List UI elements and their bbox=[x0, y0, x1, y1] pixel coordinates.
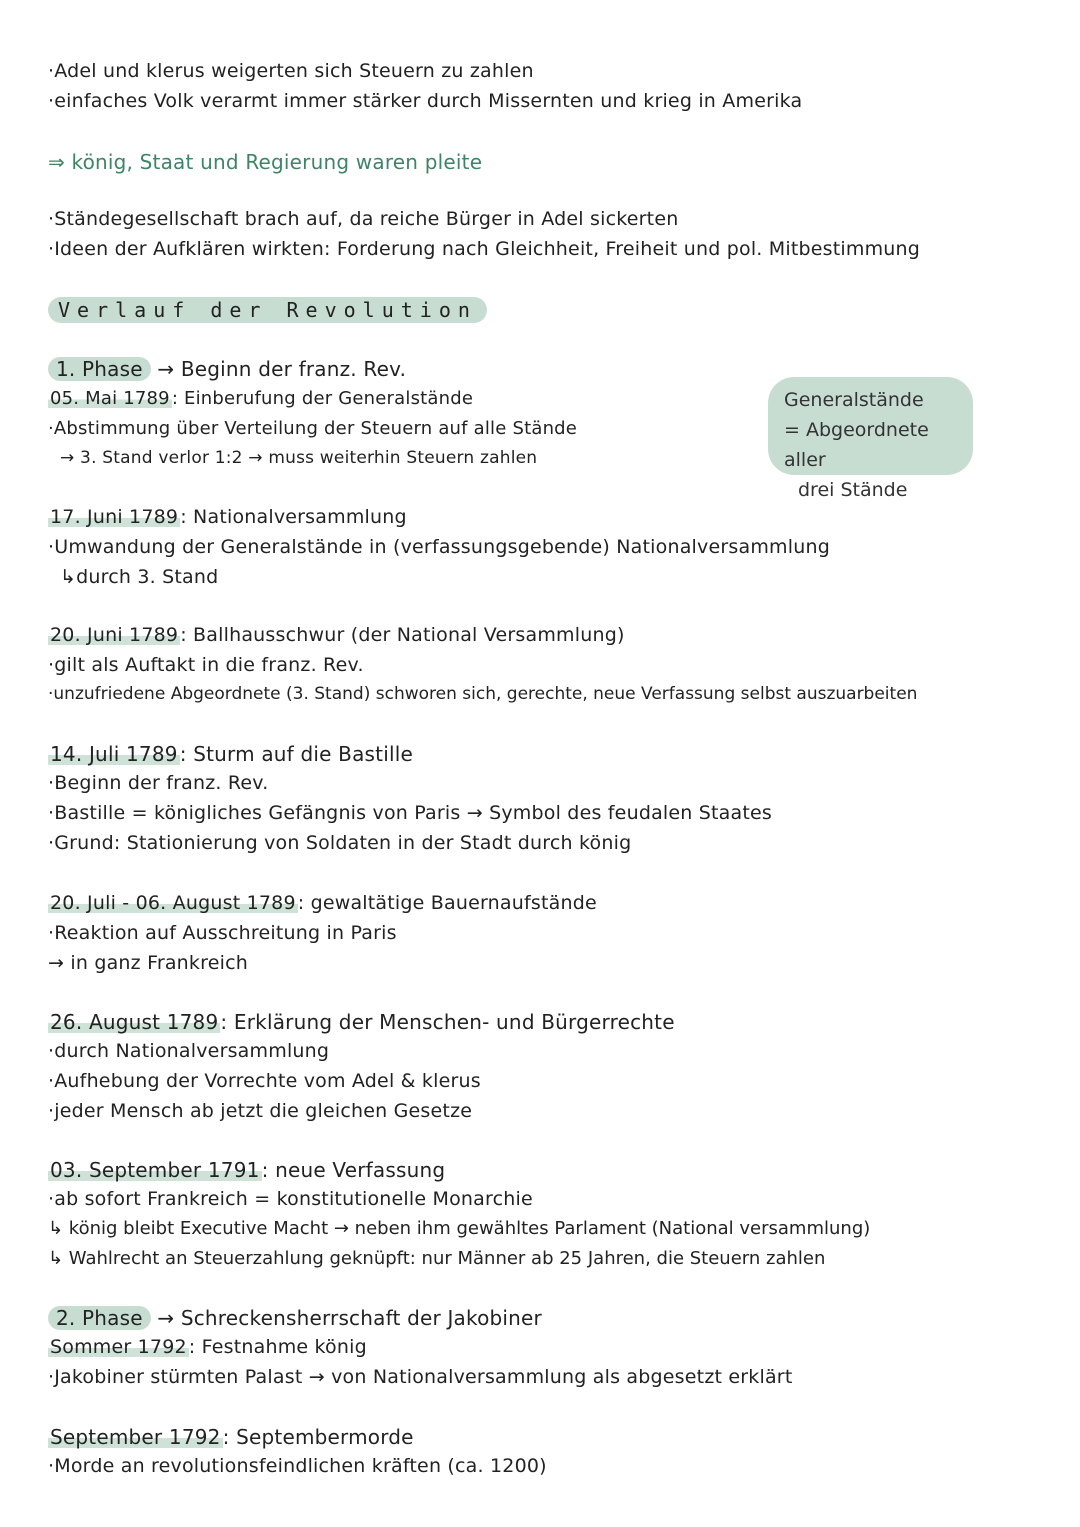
event-line: ·Abstimmung über Verteilung der Steuern auf alle Stände bbox=[48, 418, 578, 439]
intro-line: ·Ideen der Aufklären wirkten: Forderung nach Gleichheit, Freiheit und pol. Mitbestimmung bbox=[48, 238, 921, 260]
event-date: 14. Juli 1789 bbox=[50, 742, 178, 766]
event-title: : Sturm auf die Bastille bbox=[179, 742, 413, 766]
event-heading bbox=[48, 892, 597, 914]
phase-title: → Beginn der franz. Rev. bbox=[157, 357, 407, 381]
event-line: ·Bastille = königliches Gefängnis von Paris → Symbol des feudalen Staates bbox=[48, 802, 773, 824]
event-heading bbox=[48, 1158, 445, 1182]
intro-line: ·einfaches Volk verarmt immer stärker durch Missernten und krieg in Amerika bbox=[48, 90, 803, 112]
event-line: ·jeder Mensch ab jetzt die gleichen Gesetze bbox=[48, 1100, 473, 1122]
event-heading bbox=[48, 1425, 414, 1449]
event-heading bbox=[48, 1010, 675, 1034]
phase-label: 2. Phase bbox=[48, 1306, 151, 1330]
event-line: ·ab sofort Frankreich = konstitutionelle Monarchie bbox=[48, 1188, 533, 1210]
event-title: : Ballhausschwur (der National Versammlung) bbox=[180, 624, 625, 646]
conclusion: ⇒ könig, Staat und Regierung waren pleite bbox=[48, 150, 483, 174]
event-date: 05. Mai 1789 bbox=[50, 388, 170, 409]
info-box-line: = Abgeordnete aller bbox=[784, 419, 929, 471]
event-line: ·Reaktion auf Ausschreitung in Paris bbox=[48, 922, 397, 944]
event-line: ·unzufriedene Abgeordnete (3. Stand) schworen sich, gerechte, neue Verfassung selbst auszuarbeiten bbox=[48, 684, 918, 704]
phase-title: → Schreckensherrschaft der Jakobiner bbox=[157, 1306, 542, 1330]
event-date: 26. August 1789 bbox=[50, 1010, 219, 1034]
event-heading bbox=[48, 624, 625, 646]
event-line: ·Beginn der franz. Rev. bbox=[48, 772, 269, 794]
event-heading bbox=[48, 742, 413, 766]
event-title: : Erklärung der Menschen- und Bürgerrechte bbox=[220, 1010, 675, 1034]
event-line: ·gilt als Auftakt in die franz. Rev. bbox=[48, 654, 364, 676]
event-line: → in ganz Frankreich bbox=[48, 952, 248, 974]
event-line: ·Morde an revolutionsfeindlichen kräften (ca. 1200) bbox=[48, 1455, 547, 1477]
event-title: : Festnahme könig bbox=[188, 1336, 367, 1358]
event-date: 17. Juni 1789 bbox=[50, 506, 179, 528]
event-line: ·Aufhebung der Vorrechte vom Adel & klerus bbox=[48, 1070, 481, 1092]
phase-label: 1. Phase bbox=[48, 357, 151, 381]
event-heading bbox=[48, 1336, 367, 1358]
info-box-line: drei Stände bbox=[798, 479, 908, 501]
phase-heading bbox=[48, 1306, 542, 1330]
event-line: → 3. Stand verlor 1:2 → muss weiterhin Steuern zahlen bbox=[60, 448, 538, 468]
event-line: ↳durch 3. Stand bbox=[60, 566, 219, 588]
event-title: : Septembermorde bbox=[222, 1425, 414, 1449]
event-date: 20. Juni 1789 bbox=[50, 624, 179, 646]
info-box bbox=[768, 377, 973, 501]
event-title: : Einberufung der Generalstände bbox=[171, 388, 474, 409]
info-box-title: Generalstände bbox=[784, 389, 924, 411]
event-line: ↳ könig bleibt Executive Macht → neben ihm gewähltes Parlament (National versammlung) bbox=[48, 1218, 871, 1239]
event-title: : gewaltätige Bauernaufstände bbox=[297, 892, 597, 914]
event-line: ·Grund: Stationierung von Soldaten in der Stadt durch könig bbox=[48, 832, 632, 854]
section-title-text: Verlauf der Revolution bbox=[48, 297, 487, 323]
event-line: ·durch Nationalversammlung bbox=[48, 1040, 330, 1062]
event-heading bbox=[48, 506, 407, 528]
event-heading bbox=[48, 388, 473, 409]
event-title: : Nationalversammlung bbox=[180, 506, 407, 528]
intro-line: ·Adel und klerus weigerten sich Steuern zu zahlen bbox=[48, 60, 534, 82]
event-date: 03. September 1791 bbox=[50, 1158, 260, 1182]
event-date: 20. Juli - 06. August 1789 bbox=[50, 892, 296, 914]
event-date: Sommer 1792 bbox=[50, 1336, 187, 1358]
section-title bbox=[48, 298, 487, 322]
phase-heading bbox=[48, 357, 406, 381]
event-line: ↳ Wahlrecht an Steuerzahlung geknüpft: nur Männer ab 25 Jahren, die Steuern zahlen bbox=[48, 1248, 826, 1269]
event-date: September 1792 bbox=[50, 1425, 221, 1449]
intro-line: ·Ständegesellschaft brach auf, da reiche Bürger in Adel sickerten bbox=[48, 208, 679, 230]
event-title: : neue Verfassung bbox=[261, 1158, 446, 1182]
event-line: ·Umwandung der Generalstände in (verfassungsgebende) Nationalversammlung bbox=[48, 536, 830, 558]
event-line: ·Jakobiner stürmten Palast → von Nationalversammlung als abgesetzt erklärt bbox=[48, 1366, 793, 1388]
